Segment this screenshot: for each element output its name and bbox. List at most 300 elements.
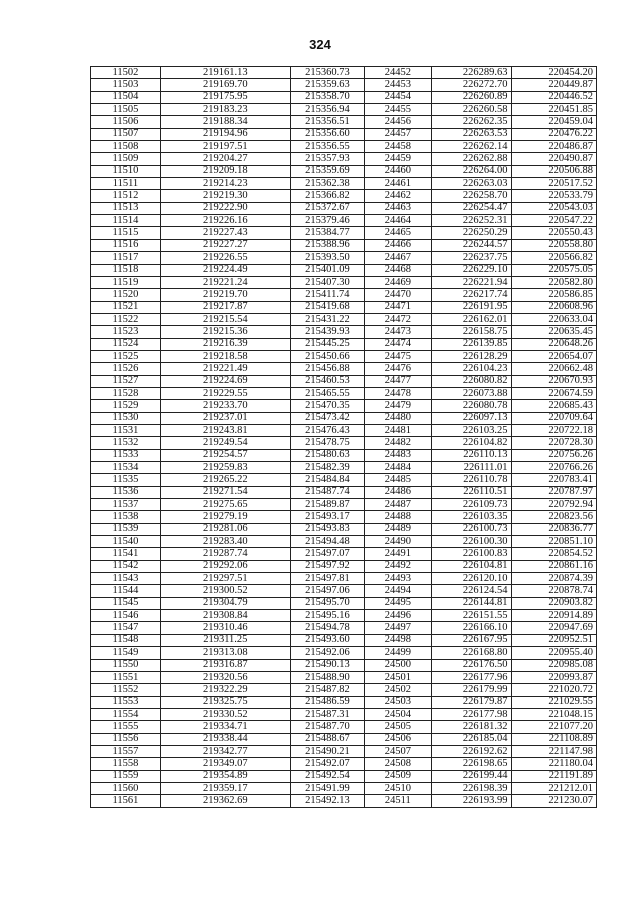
table-cell: 220854.52 [511, 548, 596, 560]
table-row [91, 116, 597, 128]
table-cell: 220709.64 [511, 412, 596, 424]
table-cell: 11519 [91, 276, 161, 288]
table-cell: 24463 [365, 202, 432, 214]
table-cell: 220575.05 [511, 264, 596, 276]
table-cell: 221147.98 [511, 745, 596, 757]
table-cell: 215356.51 [290, 116, 364, 128]
table-row [91, 622, 597, 634]
table-cell: 11561 [91, 795, 161, 807]
table-cell: 226260.89 [431, 91, 511, 103]
table-cell: 219219.70 [160, 289, 290, 301]
table-row [91, 733, 597, 745]
table-cell: 215439.93 [290, 326, 364, 338]
table-cell: 215473.42 [290, 412, 364, 424]
table-cell: 226100.73 [431, 523, 511, 535]
table-row [91, 610, 597, 622]
table-cell: 215494.78 [290, 622, 364, 634]
table-cell: 220490.87 [511, 153, 596, 165]
table-cell: 220454.20 [511, 67, 596, 79]
table-cell: 24493 [365, 573, 432, 585]
table-cell: 219259.83 [160, 462, 290, 474]
table-cell: 24455 [365, 104, 432, 116]
table-cell: 215490.21 [290, 745, 364, 757]
table-cell: 226103.25 [431, 424, 511, 436]
table-cell: 24508 [365, 758, 432, 770]
table-cell: 220506.88 [511, 165, 596, 177]
table-cell: 219214.23 [160, 178, 290, 190]
table-cell: 11521 [91, 301, 161, 313]
table-cell: 226263.03 [431, 178, 511, 190]
table-cell: 226192.62 [431, 745, 511, 757]
table-cell: 220670.93 [511, 375, 596, 387]
table-cell: 215497.92 [290, 560, 364, 572]
table-cell: 215357.93 [290, 153, 364, 165]
table-row [91, 708, 597, 720]
table-cell: 220543.03 [511, 202, 596, 214]
table-cell: 226250.29 [431, 227, 511, 239]
table-cell: 11545 [91, 597, 161, 609]
table-cell: 215456.88 [290, 363, 364, 375]
table-cell: 226111.01 [431, 462, 511, 474]
table-cell: 221048.15 [511, 708, 596, 720]
table-cell: 219219.30 [160, 190, 290, 202]
table-cell: 219334.71 [160, 721, 290, 733]
table-cell: 11539 [91, 523, 161, 535]
table-cell: 220547.22 [511, 215, 596, 227]
table-cell: 24470 [365, 289, 432, 301]
table-cell: 226144.81 [431, 597, 511, 609]
table-cell: 221230.07 [511, 795, 596, 807]
table-cell: 220674.59 [511, 387, 596, 399]
table-cell: 226166.10 [431, 622, 511, 634]
table-cell: 11520 [91, 289, 161, 301]
table-cell: 226168.80 [431, 647, 511, 659]
table-cell: 215489.87 [290, 499, 364, 511]
table-row [91, 412, 597, 424]
table-cell: 24459 [365, 153, 432, 165]
table-cell: 11516 [91, 239, 161, 251]
table-cell: 220985.08 [511, 659, 596, 671]
table-cell: 226289.63 [431, 67, 511, 79]
table-cell: 219359.17 [160, 782, 290, 794]
table-row [91, 449, 597, 461]
table-cell: 219249.54 [160, 437, 290, 449]
table-cell: 215487.31 [290, 708, 364, 720]
table-cell: 24476 [365, 363, 432, 375]
table-cell: 11550 [91, 659, 161, 671]
table-row [91, 104, 597, 116]
table-cell: 11510 [91, 165, 161, 177]
table-cell: 220451.85 [511, 104, 596, 116]
table-cell: 219342.77 [160, 745, 290, 757]
table-cell: 219279.19 [160, 511, 290, 523]
table-cell: 220756.26 [511, 449, 596, 461]
table-cell: 219354.89 [160, 770, 290, 782]
table-cell: 226176.50 [431, 659, 511, 671]
table-cell: 215495.70 [290, 597, 364, 609]
table-cell: 219243.81 [160, 424, 290, 436]
table-cell: 24495 [365, 597, 432, 609]
table-cell: 11544 [91, 585, 161, 597]
table-cell: 24500 [365, 659, 432, 671]
table-cell: 24503 [365, 696, 432, 708]
table-cell: 226110.51 [431, 486, 511, 498]
table-cell: 226179.99 [431, 684, 511, 696]
table-cell: 220566.82 [511, 252, 596, 264]
table-cell: 11553 [91, 696, 161, 708]
table-cell: 11528 [91, 387, 161, 399]
table-cell: 219218.58 [160, 350, 290, 362]
table-cell: 219254.57 [160, 449, 290, 461]
table-cell: 11503 [91, 79, 161, 91]
table-cell: 11512 [91, 190, 161, 202]
table-cell: 220533.79 [511, 190, 596, 202]
table-cell: 215492.06 [290, 647, 364, 659]
table-cell: 221108.89 [511, 733, 596, 745]
table-cell: 219209.18 [160, 165, 290, 177]
table-cell: 220635.45 [511, 326, 596, 338]
table-cell: 215358.70 [290, 91, 364, 103]
table-cell: 220952.51 [511, 634, 596, 646]
table-cell: 215493.17 [290, 511, 364, 523]
table-cell: 226104.81 [431, 560, 511, 572]
table-row [91, 128, 597, 140]
table-cell: 219304.79 [160, 597, 290, 609]
table-cell: 215465.55 [290, 387, 364, 399]
table-cell: 11556 [91, 733, 161, 745]
table-cell: 24462 [365, 190, 432, 202]
table-cell: 220851.10 [511, 536, 596, 548]
table-cell: 24474 [365, 338, 432, 350]
table-cell: 215492.13 [290, 795, 364, 807]
table-cell: 24492 [365, 560, 432, 572]
table-cell: 220586.85 [511, 289, 596, 301]
table-cell: 219313.08 [160, 647, 290, 659]
table-cell: 215487.74 [290, 486, 364, 498]
table-cell: 24489 [365, 523, 432, 535]
table-row [91, 721, 597, 733]
table-row [91, 462, 597, 474]
table-cell: 220728.30 [511, 437, 596, 449]
table-cell: 215493.83 [290, 523, 364, 535]
table-cell: 11533 [91, 449, 161, 461]
table-cell: 11537 [91, 499, 161, 511]
table-cell: 219281.06 [160, 523, 290, 535]
table-cell: 215379.46 [290, 215, 364, 227]
page-number: 324 [309, 37, 331, 52]
table-row [91, 387, 597, 399]
table-cell: 219311.25 [160, 634, 290, 646]
table-cell: 226073.88 [431, 387, 511, 399]
table-cell: 11543 [91, 573, 161, 585]
table-cell: 219224.69 [160, 375, 290, 387]
table-cell: 219322.29 [160, 684, 290, 696]
table-cell: 24496 [365, 610, 432, 622]
table-cell: 11541 [91, 548, 161, 560]
table-cell: 219271.54 [160, 486, 290, 498]
table-cell: 226128.29 [431, 350, 511, 362]
table-cell: 220449.87 [511, 79, 596, 91]
coordinates-table-body [91, 67, 597, 808]
table-cell: 219194.96 [160, 128, 290, 140]
table-cell: 11546 [91, 610, 161, 622]
table-cell: 24480 [365, 412, 432, 424]
table-cell: 11522 [91, 313, 161, 325]
table-cell: 226229.10 [431, 264, 511, 276]
table-cell: 219221.24 [160, 276, 290, 288]
table-row [91, 79, 597, 91]
table-cell: 11504 [91, 91, 161, 103]
table-cell: 11524 [91, 338, 161, 350]
table-cell: 215356.60 [290, 128, 364, 140]
table-cell: 24461 [365, 178, 432, 190]
table-cell: 24506 [365, 733, 432, 745]
table-cell: 11540 [91, 536, 161, 548]
table-row [91, 536, 597, 548]
table-cell: 24481 [365, 424, 432, 436]
table-cell: 11508 [91, 141, 161, 153]
table-cell: 220823.56 [511, 511, 596, 523]
table-cell: 220608.96 [511, 301, 596, 313]
table-cell: 219283.40 [160, 536, 290, 548]
table-cell: 11534 [91, 462, 161, 474]
table-row [91, 474, 597, 486]
table-cell: 219175.95 [160, 91, 290, 103]
table-cell: 219161.13 [160, 67, 290, 79]
table-cell: 219229.55 [160, 387, 290, 399]
table-row [91, 67, 597, 79]
table-cell: 226193.99 [431, 795, 511, 807]
table-row [91, 486, 597, 498]
table-cell: 11530 [91, 412, 161, 424]
table-cell: 226181.32 [431, 721, 511, 733]
table-cell: 11549 [91, 647, 161, 659]
table-cell: 226110.78 [431, 474, 511, 486]
table-row [91, 523, 597, 535]
table-cell: 219197.51 [160, 141, 290, 153]
table-cell: 220662.48 [511, 363, 596, 375]
table-cell: 220861.16 [511, 560, 596, 572]
table-cell: 226151.55 [431, 610, 511, 622]
table-cell: 215482.39 [290, 462, 364, 474]
table-cell: 11525 [91, 350, 161, 362]
table-cell: 215356.94 [290, 104, 364, 116]
table-cell: 24457 [365, 128, 432, 140]
table-cell: 226080.78 [431, 400, 511, 412]
table-cell: 226263.53 [431, 128, 511, 140]
table-cell: 226252.31 [431, 215, 511, 227]
table-cell: 215488.67 [290, 733, 364, 745]
table-cell: 219226.55 [160, 252, 290, 264]
table-cell: 215491.99 [290, 782, 364, 794]
table-cell: 11536 [91, 486, 161, 498]
table-row [91, 499, 597, 511]
table-cell: 226199.44 [431, 770, 511, 782]
table-row [91, 91, 597, 103]
table-cell: 220654.07 [511, 350, 596, 362]
table-cell: 24472 [365, 313, 432, 325]
table-cell: 219221.49 [160, 363, 290, 375]
table-row [91, 313, 597, 325]
table-cell: 215359.69 [290, 165, 364, 177]
table-cell: 24477 [365, 375, 432, 387]
table-cell: 24453 [365, 79, 432, 91]
table-cell: 219217.87 [160, 301, 290, 313]
table-cell: 226158.75 [431, 326, 511, 338]
table-cell: 215478.75 [290, 437, 364, 449]
table-cell: 24507 [365, 745, 432, 757]
table-cell: 226272.70 [431, 79, 511, 91]
table-cell: 11535 [91, 474, 161, 486]
table-cell: 24464 [365, 215, 432, 227]
table-cell: 215497.81 [290, 573, 364, 585]
table-cell: 215372.67 [290, 202, 364, 214]
table-cell: 215407.30 [290, 276, 364, 288]
table-cell: 220993.87 [511, 671, 596, 683]
table-cell: 215492.07 [290, 758, 364, 770]
table-cell: 11506 [91, 116, 161, 128]
table-cell: 24460 [365, 165, 432, 177]
table-row [91, 782, 597, 794]
table-cell: 220486.87 [511, 141, 596, 153]
table-cell: 215460.53 [290, 375, 364, 387]
table-cell: 219204.27 [160, 153, 290, 165]
table-cell: 215450.66 [290, 350, 364, 362]
table-row [91, 215, 597, 227]
table-cell: 220878.74 [511, 585, 596, 597]
table-cell: 11509 [91, 153, 161, 165]
table-cell: 24469 [365, 276, 432, 288]
table-row [91, 400, 597, 412]
table-cell: 226167.95 [431, 634, 511, 646]
table-row [91, 363, 597, 375]
table-cell: 11558 [91, 758, 161, 770]
table-row [91, 178, 597, 190]
table-cell: 226104.82 [431, 437, 511, 449]
table-cell: 221212.01 [511, 782, 596, 794]
table-cell: 215488.90 [290, 671, 364, 683]
table-cell: 215360.73 [290, 67, 364, 79]
table-cell: 220446.52 [511, 91, 596, 103]
table-cell: 24465 [365, 227, 432, 239]
table-cell: 11527 [91, 375, 161, 387]
table-cell: 219188.34 [160, 116, 290, 128]
coordinates-table [90, 66, 597, 808]
table-cell: 24483 [365, 449, 432, 461]
table-cell: 215497.07 [290, 548, 364, 560]
table-row [91, 795, 597, 807]
table-row [91, 153, 597, 165]
table-cell: 220874.39 [511, 573, 596, 585]
table-cell: 215480.63 [290, 449, 364, 461]
table-cell: 219226.16 [160, 215, 290, 227]
table-cell: 11529 [91, 400, 161, 412]
table-row [91, 597, 597, 609]
table-cell: 215484.84 [290, 474, 364, 486]
table-cell: 24454 [365, 91, 432, 103]
table-cell: 215393.50 [290, 252, 364, 264]
table-cell: 24490 [365, 536, 432, 548]
table-cell: 226254.47 [431, 202, 511, 214]
table-cell: 226109.73 [431, 499, 511, 511]
table-cell: 11515 [91, 227, 161, 239]
table-cell: 215470.35 [290, 400, 364, 412]
table-cell: 220914.89 [511, 610, 596, 622]
table-cell: 219300.52 [160, 585, 290, 597]
table-cell: 220558.80 [511, 239, 596, 251]
table-cell: 220903.82 [511, 597, 596, 609]
table-cell: 226100.30 [431, 536, 511, 548]
table-cell: 219330.52 [160, 708, 290, 720]
table-cell: 11514 [91, 215, 161, 227]
table-cell: 226258.70 [431, 190, 511, 202]
table-cell: 219320.56 [160, 671, 290, 683]
table-cell: 11502 [91, 67, 161, 79]
table-cell: 215384.77 [290, 227, 364, 239]
table-cell: 24511 [365, 795, 432, 807]
table-row [91, 165, 597, 177]
table-row [91, 585, 597, 597]
table-cell: 24473 [365, 326, 432, 338]
table-cell: 219338.44 [160, 733, 290, 745]
table-cell: 215494.48 [290, 536, 364, 548]
table-row [91, 696, 597, 708]
table-row [91, 770, 597, 782]
table-cell: 226262.14 [431, 141, 511, 153]
table-cell: 221077.20 [511, 721, 596, 733]
table-cell: 215487.82 [290, 684, 364, 696]
table-cell: 220550.43 [511, 227, 596, 239]
table-cell: 226198.65 [431, 758, 511, 770]
table-cell: 219227.27 [160, 239, 290, 251]
table-row [91, 338, 597, 350]
table-cell: 24509 [365, 770, 432, 782]
table-cell: 226097.13 [431, 412, 511, 424]
table-cell: 215486.59 [290, 696, 364, 708]
table-cell: 221020.72 [511, 684, 596, 696]
table-cell: 226244.57 [431, 239, 511, 251]
table-cell: 215445.25 [290, 338, 364, 350]
table-cell: 215362.38 [290, 178, 364, 190]
table-cell: 11531 [91, 424, 161, 436]
table-cell: 24502 [365, 684, 432, 696]
table-cell: 215419.68 [290, 301, 364, 313]
table-row [91, 424, 597, 436]
table-cell: 220766.26 [511, 462, 596, 474]
table-cell: 226110.13 [431, 449, 511, 461]
table-cell: 226191.95 [431, 301, 511, 313]
table-cell: 219224.49 [160, 264, 290, 276]
table-cell: 219316.87 [160, 659, 290, 671]
table-cell: 226262.88 [431, 153, 511, 165]
table-cell: 215359.63 [290, 79, 364, 91]
table-cell: 226237.75 [431, 252, 511, 264]
table-cell: 219292.06 [160, 560, 290, 572]
table-row [91, 671, 597, 683]
table-cell: 11507 [91, 128, 161, 140]
table-cell: 219308.84 [160, 610, 290, 622]
table-cell: 220787.97 [511, 486, 596, 498]
table-cell: 219169.70 [160, 79, 290, 91]
table-cell: 24456 [365, 116, 432, 128]
table-cell: 24467 [365, 252, 432, 264]
table-cell: 24484 [365, 462, 432, 474]
table-cell: 215490.13 [290, 659, 364, 671]
table-cell: 11551 [91, 671, 161, 683]
table-cell: 226120.10 [431, 573, 511, 585]
table-cell: 226177.96 [431, 671, 511, 683]
table-row [91, 239, 597, 251]
